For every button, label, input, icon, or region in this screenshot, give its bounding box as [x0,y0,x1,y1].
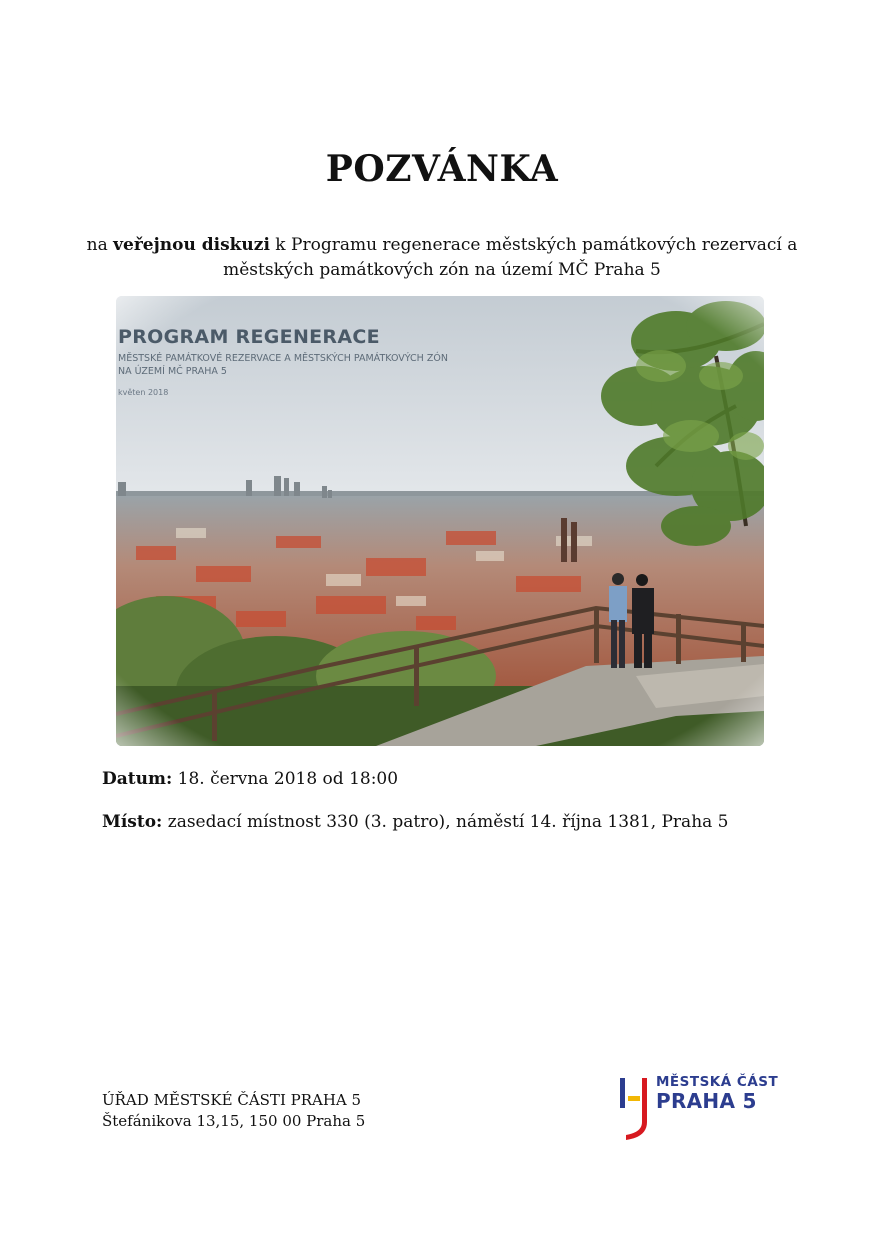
date-label: Datum: [102,769,173,789]
office-name: ÚŘAD MĚSTSKÉ ČÁSTI PRAHA 5 [102,1091,362,1109]
cover-subtitle-line2: NA ÚZEMÍ MČ PRAHA 5 [118,366,227,377]
date-value: 18. června 2018 od 18:00 [172,769,399,789]
praha5-logo [618,1072,778,1142]
place-value: zasedací místnost 330 (3. patro), náměstí 14. října 1381, Praha 5 [162,812,729,832]
subtitle-bold: veřejnou diskuzi [113,235,270,255]
cover-title: PROGRAM REGENERACE [118,326,380,348]
cover-text-overlay [118,326,448,397]
cover-date: květen 2018 [118,388,169,397]
document-title: POZVÁNKA [325,148,559,190]
praha5-logo-mark-icon [618,1072,652,1142]
cover-subtitle-line1: MĚSTSKÉ PAMÁTKOVÉ REZERVACE A MĚSTSKÝCH PAMÁTKOVÝCH ZÓN [118,353,448,364]
cover-subtitle [118,352,448,378]
subtitle-rest: k Programu regenerace městských památkových rezervací a městských památkových zón na území MČ Praha 5 [223,235,798,280]
logo-wordmark [656,1074,778,1113]
logo-line2: PRAHA 5 [656,1089,757,1113]
office-address [102,1090,365,1132]
place-row [102,812,729,832]
invitation-subtitle [80,233,804,283]
date-row [102,769,398,789]
place-label: Místo: [102,812,163,832]
cover-photo [116,296,764,746]
office-street: Štefánikova 13,15, 150 00 Praha 5 [102,1112,366,1130]
logo-line1: MĚSTSKÁ ČÁST [656,1074,779,1090]
subtitle-prefix: na [86,235,114,255]
